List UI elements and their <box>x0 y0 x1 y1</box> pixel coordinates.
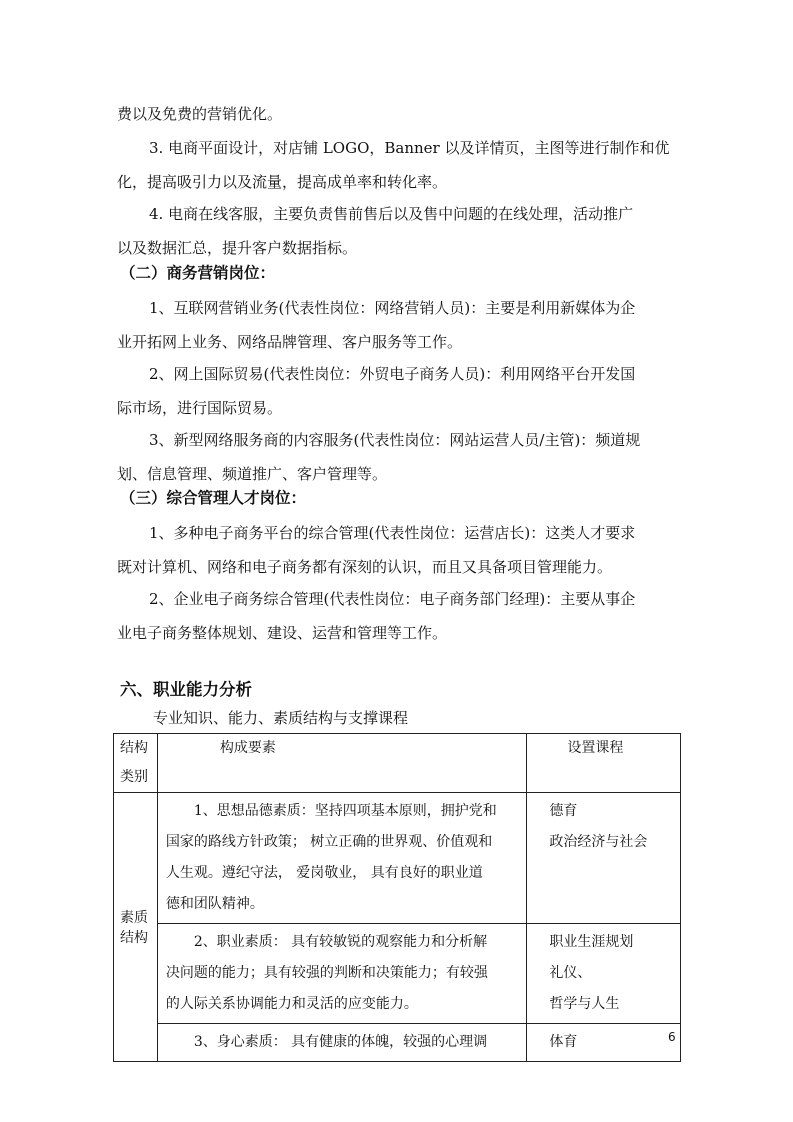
text-line: 划、信息管理、频道推广、客户管理等。 <box>117 465 388 483</box>
ability-table <box>113 733 681 1062</box>
subheading-business-marketing: （二）商务营销岗位： <box>120 264 276 282</box>
text-line: 国家的路线方针政策； 树立正确的世界观、价值观和 <box>165 834 493 850</box>
course-item: 礼仪、 <box>549 965 592 981</box>
text-line: 人生观。遵纪守法， 爱岗敬业， 具有良好的职业道 <box>165 865 483 881</box>
course-item: 德育 <box>549 803 578 819</box>
course-item: 政治经济与社会 <box>549 834 648 850</box>
paragraph-platform-management <box>117 516 687 584</box>
paragraph-international-trade <box>117 357 687 425</box>
table-header-row <box>114 734 681 793</box>
header-structure-type: 结构类别 <box>114 734 158 793</box>
text-line: 的人际关系协调能力和灵活的应变能力。 <box>165 996 418 1012</box>
text-line: 2、企业电子商务综合管理(代表性岗位：电子商务部门经理)：主要从事企 <box>149 590 636 608</box>
text-line: 3. 电商平面设计，对店铺 LOGO，Banner 以及详情页，主图等进行制作和优 <box>149 139 670 157</box>
course-cell <box>527 793 681 924</box>
section-title: 六、职业能力分析 <box>120 680 252 699</box>
text-line: 业电子商务整体规划、建设、运营和管理等工作。 <box>117 624 448 642</box>
header-elements: 构成要素 <box>157 734 527 793</box>
text-line: 业开拓网上业务、网络品牌管理、客户服务等工作。 <box>117 333 463 351</box>
element-cell <box>157 924 527 1024</box>
table-row <box>114 793 681 924</box>
paragraph-graphic-design <box>117 131 687 199</box>
table-row <box>114 924 681 1024</box>
table-row <box>114 1024 681 1062</box>
course-item: 职业生涯规划 <box>549 934 634 950</box>
text-line: 3、新型网络服务商的内容服务(代表性岗位：网站运营人员/主管)：频道规 <box>149 431 641 449</box>
course-cell <box>527 1024 681 1062</box>
text-line: 1、互联网营销业务(代表性岗位：网络营销人员)：主要是利用新媒体为企 <box>149 299 636 317</box>
text-line: 费以及免费的营销优化。 <box>117 105 283 123</box>
text-line: 以及数据汇总，提升客户数据指标。 <box>117 239 358 257</box>
text-line: 2、网上国际贸易(代表性岗位：外贸电子商务人员)：利用网络平台开发国 <box>149 365 636 383</box>
paragraph-internet-marketing <box>117 291 687 359</box>
paragraph-fee-optimization <box>117 97 687 131</box>
paragraph-content-service <box>117 423 687 491</box>
paragraph-enterprise-management <box>117 582 687 650</box>
text-line: 1、多种电子商务平台的综合管理(代表性岗位：运营店长)：这类人才要求 <box>149 524 636 542</box>
element-cell <box>157 793 527 924</box>
table-caption: 专业知识、能力、素质结构与支撑课程 <box>153 709 409 727</box>
text-line: 决问题的能力；具有较强的判断和决策能力；有较强 <box>165 965 488 981</box>
text-line: 4. 电商在线客服，主要负责售前售后以及售中问题的在线处理，活动推广 <box>149 205 634 223</box>
text-line: 际市场，进行国际贸易。 <box>117 399 283 417</box>
page-number: 6 <box>668 1030 676 1044</box>
text-line: 既对计算机、网络和电子商务都有深刻的认识，而且又具备项目管理能力。 <box>117 558 613 576</box>
course-item: 体育 <box>549 1034 578 1050</box>
header-courses: 设置课程 <box>527 734 681 793</box>
text-line: 2、职业素质： 具有较敏锐的观察能力和分析解 <box>193 934 488 950</box>
course-item: 哲学与人生 <box>549 996 620 1012</box>
category-cell: 素质结构 <box>114 793 158 1062</box>
course-cell <box>527 924 681 1024</box>
text-line: 1、思想品德素质：坚持四项基本原则，拥护党和 <box>193 803 497 819</box>
paragraph-customer-service <box>117 197 687 265</box>
element-cell <box>157 1024 527 1062</box>
subheading-management-talent: （三）综合管理人才岗位： <box>120 489 307 507</box>
text-line: 德和团队精神。 <box>165 896 264 912</box>
text-line: 3、身心素质： 具有健康的体魄，较强的心理调 <box>193 1034 488 1050</box>
text-line: 化，提高吸引力以及流量，提高成单率和转化率。 <box>117 173 448 191</box>
